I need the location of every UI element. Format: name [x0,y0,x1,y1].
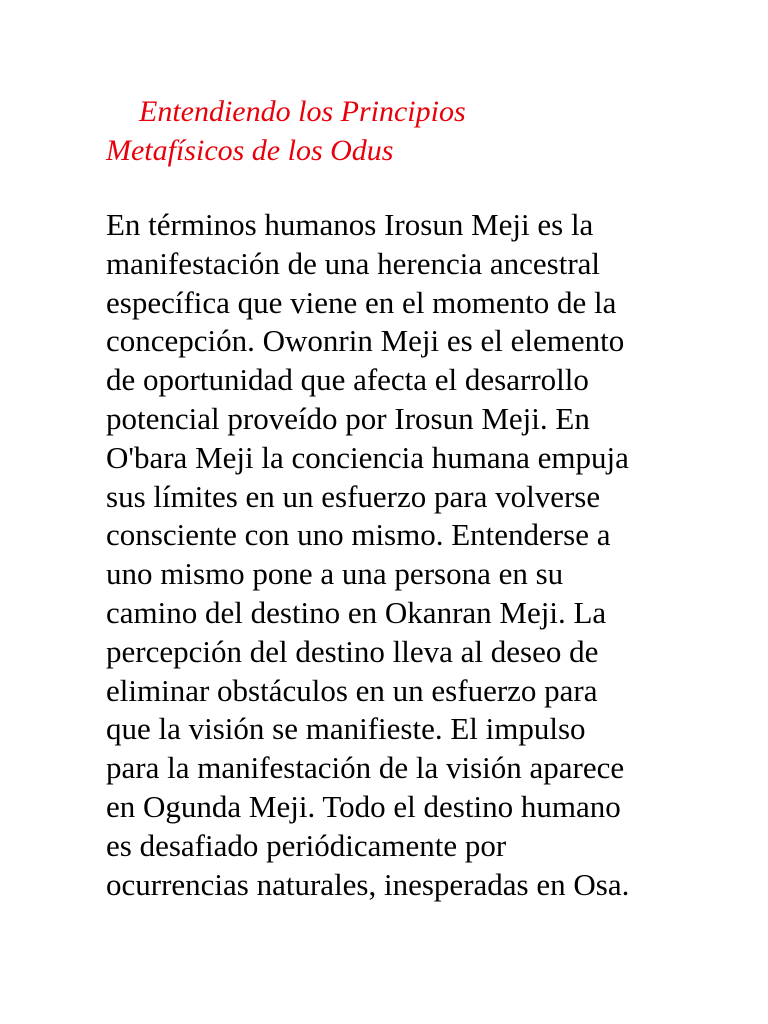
paragraph-line: camino del destino en Okanran Meji. La [106,594,607,630]
paragraph-line: de oportunidad que afecta el desarrollo [106,362,589,398]
document-title [106,92,706,170]
paragraph-line: ocurrencias naturales, inesperadas en Osa. [106,866,630,902]
paragraph-line: percepción del destino lleva al deseo de [106,633,599,669]
paragraph-line: uno mismo pone a una persona en su [106,556,564,592]
body-paragraph [106,206,706,904]
paragraph-line: eliminar obstáculos en un esfuerzo para [106,672,598,708]
paragraph-line: específica que viene en el momento de la [106,284,617,320]
paragraph-line: En términos humanos Irosun Meji es la [106,207,594,242]
paragraph-line: O'bara Meji la conciencia humana empuja [106,439,629,475]
paragraph-line: en Ogunda Meji. Todo el destino humano [106,788,621,824]
paragraph-line: manifestación de una herencia ancestral [106,245,601,281]
paragraph-line: que la visión se manifieste. El impulso [106,711,586,747]
paragraph-line: sus límites en un esfuerzo para volverse [106,478,601,514]
title-line: Entendiendo los Principios [139,95,466,128]
title-line: Metafísicos de los Odus [106,134,394,167]
paragraph-line: es desafiado periódicamente por [106,827,507,863]
paragraph-line: potencial proveído por Irosun Meji. En [106,400,590,436]
paragraph-line: concepción. Owonrin Meji es el elemento [106,323,625,359]
paragraph-line: consciente con uno mismo. Entenderse a [106,517,611,553]
paragraph-line: para la manifestación de la visión aparece [106,750,625,786]
